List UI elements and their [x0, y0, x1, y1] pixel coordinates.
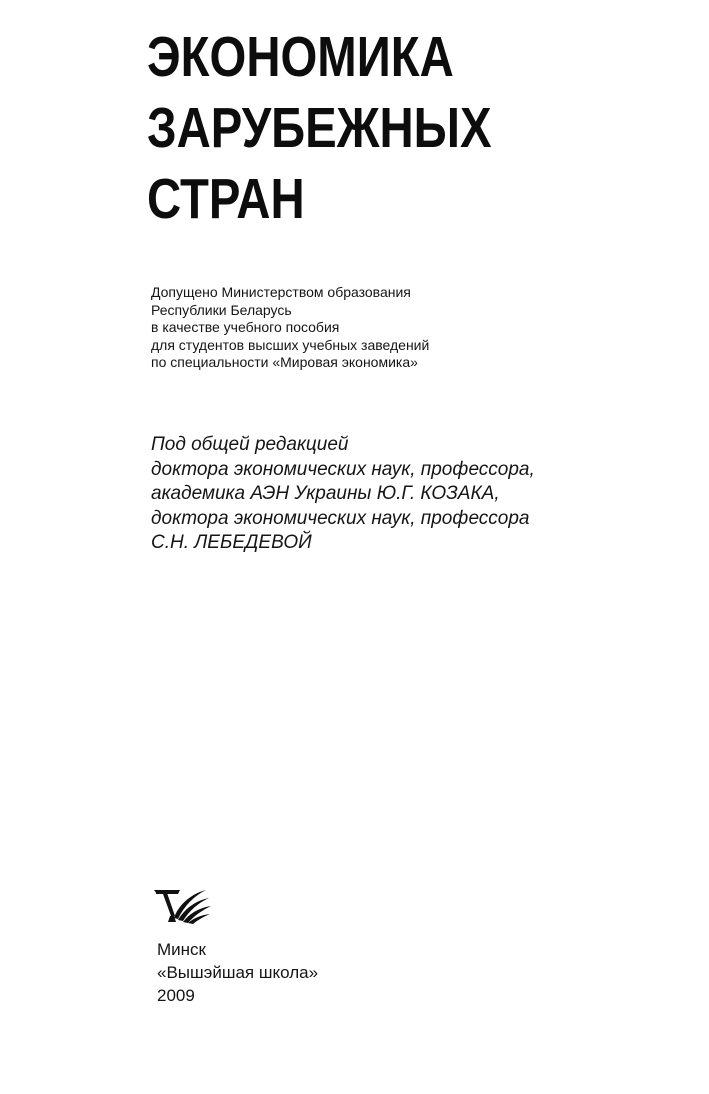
- publisher-city: Минск: [157, 940, 206, 959]
- approval-line: по специальности «Мировая экономика»: [151, 354, 418, 371]
- book-title-line: ЗАРУБЕЖНЫХ: [147, 96, 492, 160]
- editors-line: доктора экономических наук, профессора: [151, 507, 530, 529]
- approval-line: в качестве учебного пособия: [151, 319, 340, 336]
- editors-block: [151, 433, 535, 556]
- approval-statement: [151, 284, 429, 372]
- approval-line: для студентов высших учебных заведений: [151, 336, 430, 353]
- publisher-logo-icon: [154, 886, 212, 926]
- editors-line: доктора экономических наук, профессора,: [151, 458, 535, 480]
- approval-line: Допущено Министерством образования: [151, 284, 411, 300]
- imprint: [157, 938, 318, 1007]
- book-title-line: СТРАН: [147, 167, 305, 231]
- editors-line: Под общей редакцией: [151, 434, 349, 455]
- publication-year: 2009: [157, 986, 195, 1005]
- publisher-name: «Вышэйшая школа»: [157, 963, 319, 982]
- editors-line: академика АЭН Украины Ю.Г. КОЗАКА,: [151, 483, 500, 504]
- book-title: [147, 22, 492, 235]
- approval-line: Республики Беларусь: [151, 301, 292, 318]
- book-title-line: ЭКОНОМИКА: [147, 25, 454, 89]
- editors-line: С.Н. ЛЕБЕДЕВОЙ: [151, 532, 312, 553]
